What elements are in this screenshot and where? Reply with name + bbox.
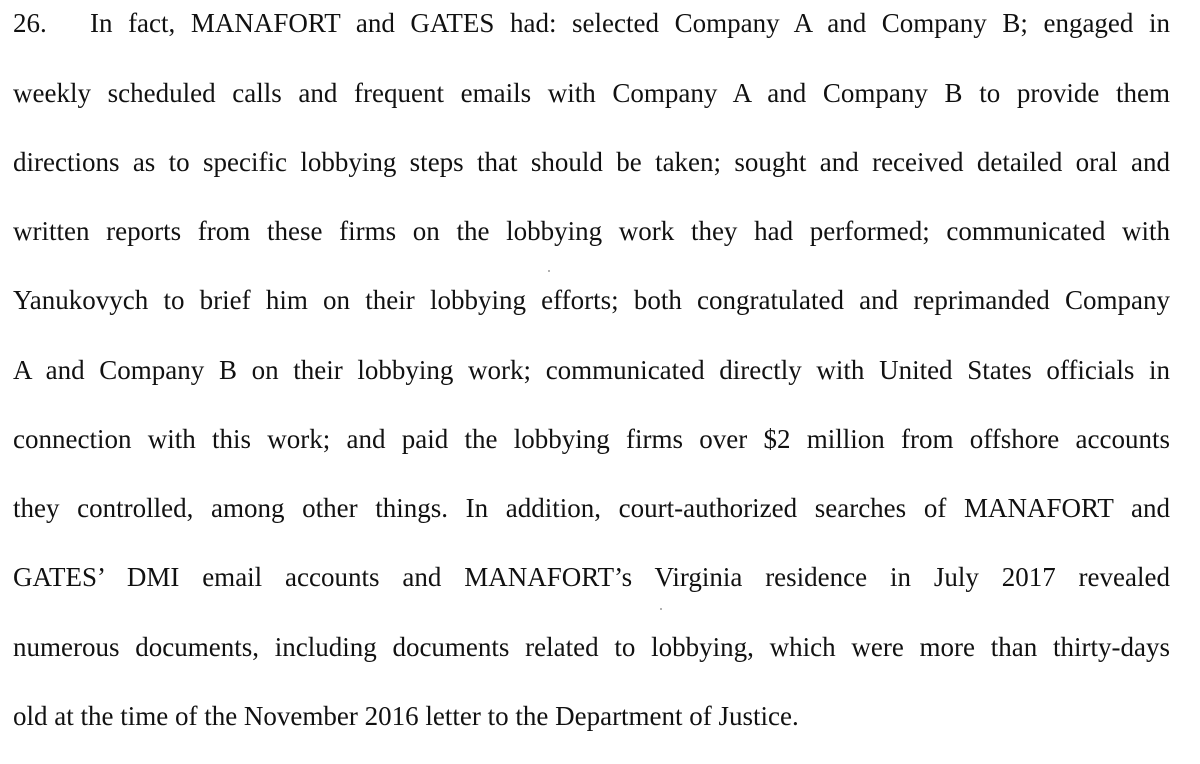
text-line-5: Yanukovych to brief him on their lobbying efforts; both congratulated and reprimanded Company [13, 285, 1170, 315]
text-line-8: they controlled, among other things. In addition, court-authorized searches of MANAFORT and [13, 493, 1170, 523]
text-line-1: In fact, MANAFORT and GATES had: selected Company A and Company B; engaged in [90, 8, 1170, 38]
text-line-3: directions as to specific lobbying steps that should be taken; sought and received detailed oral and [13, 147, 1170, 177]
scan-speck [660, 608, 662, 610]
text-line-10: numerous documents, including documents related to lobbying, which were more than thirty-days [13, 632, 1170, 662]
text-line-4: written reports from these firms on the lobbying work they had performed; communicated with [13, 216, 1170, 246]
text-line-2: weekly scheduled calls and frequent emails with Company A and Company B to provide them [13, 78, 1170, 108]
scan-speck [548, 270, 550, 272]
text-line-6: A and Company B on their lobbying work; communicated directly with United States officials in [13, 355, 1170, 385]
text-line-9: GATES’ DMI email accounts and MANAFORT’s Virginia residence in July 2017 revealed [13, 562, 1170, 592]
text-line-7: connection with this work; and paid the lobbying firms over $2 million from offshore accounts [13, 424, 1170, 454]
paragraph-number: 26. [13, 8, 47, 38]
text-line-11: old at the time of the November 2016 letter to the Department of Justice. [13, 701, 799, 731]
